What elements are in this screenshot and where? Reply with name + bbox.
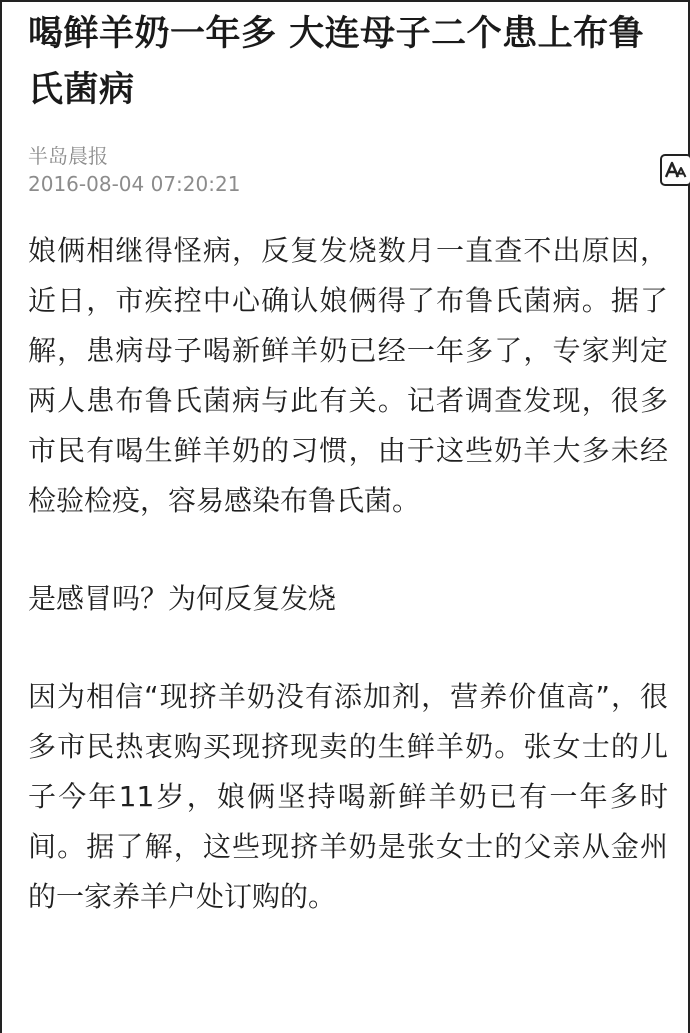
article-meta [28,142,668,206]
article-paragraph-1: 娘俩相继得怪病，反复发烧数月一直查不出原因，近日，市疾控中心确认娘俩得了布鲁氏菌病。据了解，患病母子喝新鲜羊奶已经一年多了，专家判定两人患布鲁氏菌病与此有关。记者调查发现，很多市民有喝生鲜羊奶的习惯，由于这些奶羊大多未经检验检疫，容易感染布鲁氏菌。 [28,234,668,517]
article-timestamp: 2016-08-04 07:20:21 [28,172,241,196]
article-source: 半岛晨报 [28,144,108,168]
article-body [28,226,668,922]
font-size-button[interactable] [660,154,690,186]
article-subheading: 是感冒吗？为何反复发烧 [28,582,337,615]
font-size-icon [664,160,688,180]
article-paragraph-2: 因为相信“现挤羊奶没有添加剂，营养价值高”，很多市民热衷购买现挤现卖的生鲜羊奶。张女士的儿子今年11岁，娘俩坚持喝新鲜羊奶已有一年多时间。据了解，这些现挤羊奶是张女士的父亲从金州的一家养羊户处订购的。 [28,680,668,913]
article [28,6,668,970]
article-title: 喝鲜羊奶一年多 大连母子二个患上布鲁氏菌病 [28,14,645,110]
